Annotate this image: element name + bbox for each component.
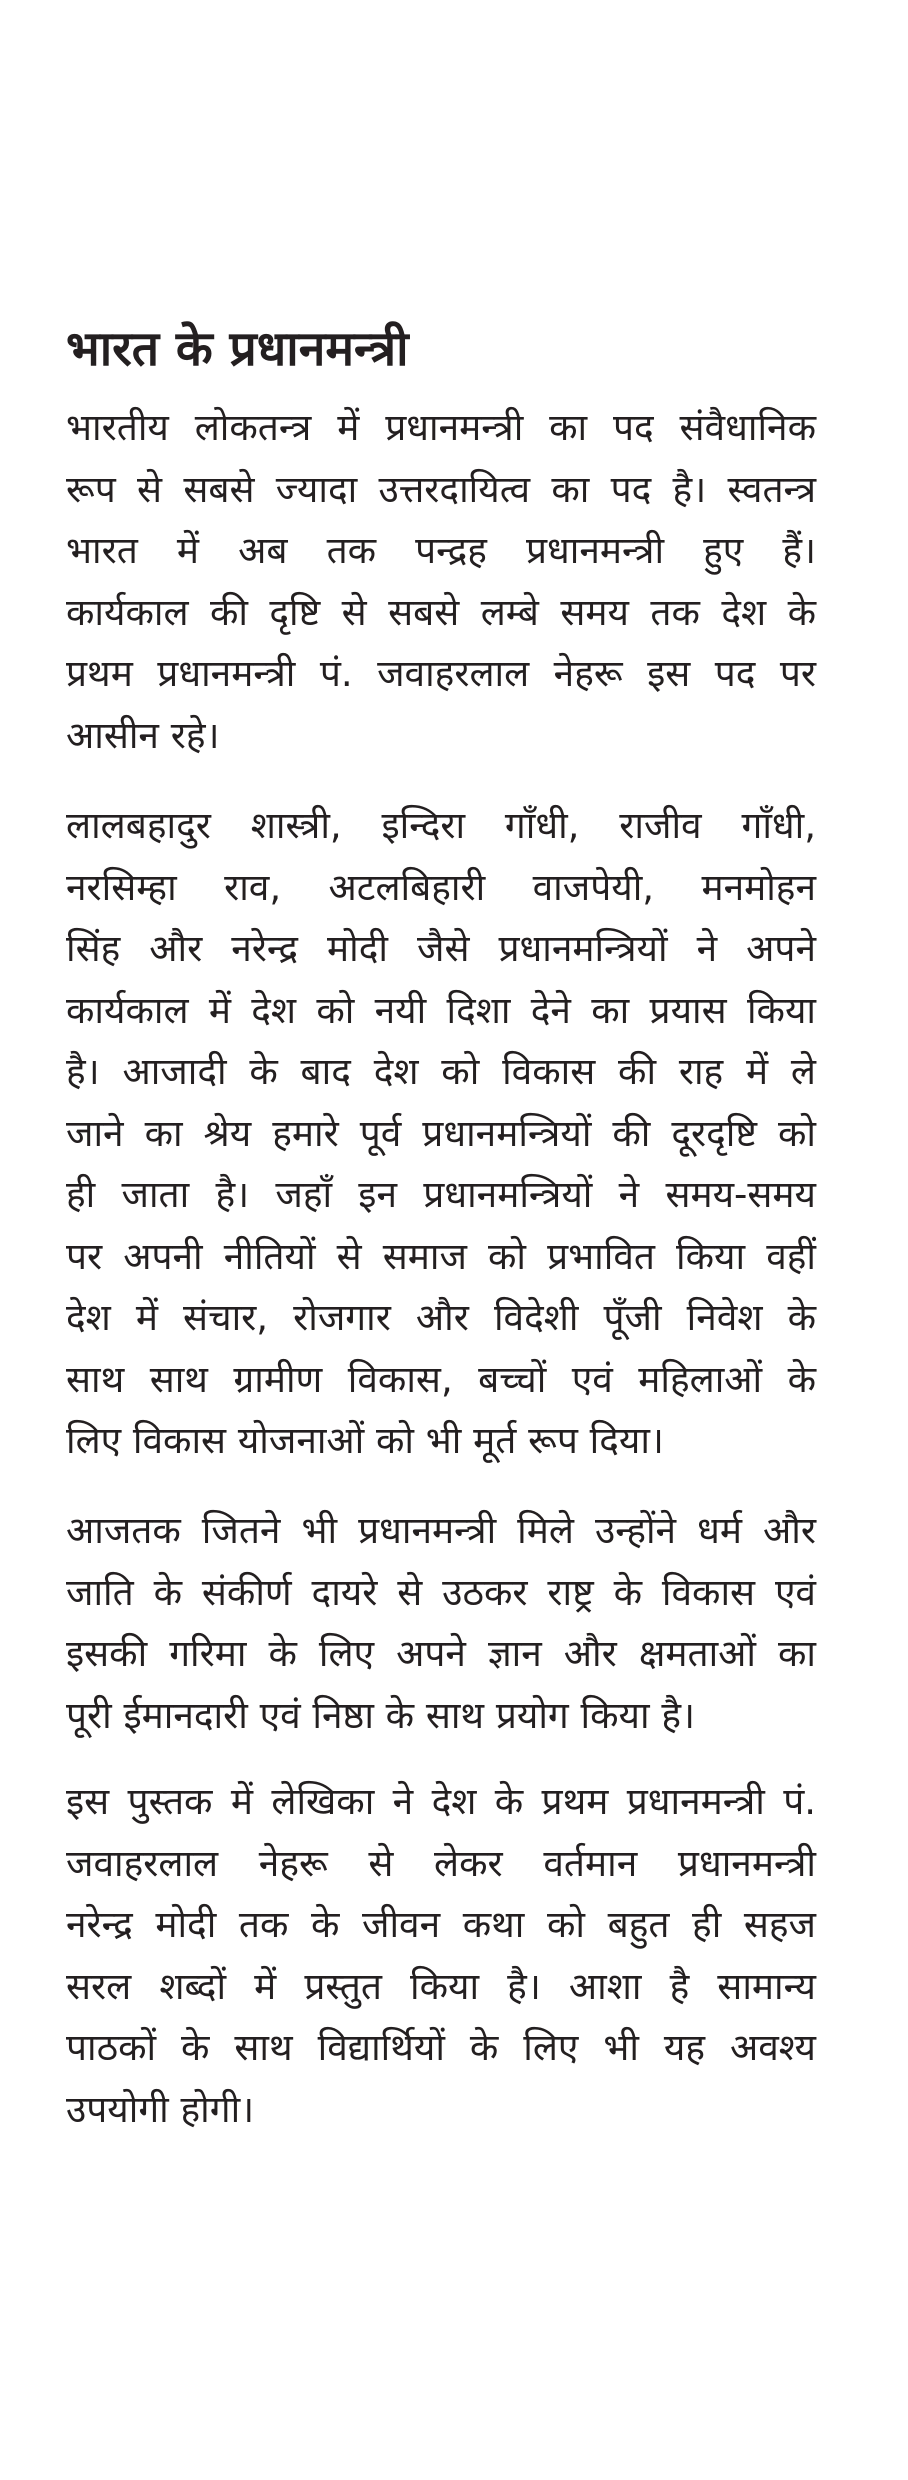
- text-line: उपयोगी होगी।: [66, 2087, 255, 2131]
- text-line: इसकी गरिमा के लिए अपने ज्ञान और क्षमताओं का: [66, 1632, 816, 1675]
- text-line: जाति के संकीर्ण दायरे से उठकर राष्ट्र के विकास एवं: [66, 1570, 816, 1614]
- text-line: भारत में अब तक पन्द्रह प्रधानमन्त्री हुए हैं।: [66, 529, 816, 572]
- text-line: सिंह और नरेन्द्र मोदी जैसे प्रधानमन्त्रियों ने अपने: [66, 927, 816, 970]
- text-line: पर अपनी नीतियों से समाज को प्रभावित किया वहीं: [66, 1234, 816, 1278]
- text-line: नरसिम्हा राव, अटलबिहारी वाजपेयी, मनमोहन: [66, 865, 816, 909]
- text-line: जाने का श्रेय हमारे पूर्व प्रधानमन्त्रियों की दूरदृष्टि को: [66, 1111, 816, 1155]
- text-line: आसीन रहे।: [66, 713, 220, 757]
- page-title: भारत के प्रधानमन्त्री: [66, 321, 409, 377]
- text-line: लिए विकास योजनाओं को भी मूर्त रूप दिया।: [66, 1419, 664, 1462]
- text-line: आजतक जितने भी प्रधानमन्त्री मिले उन्होंने धर्म और: [66, 1509, 816, 1552]
- paragraph-4: [66, 1771, 816, 2140]
- text-line: है। आजादी के बाद देश को विकास की राह में ले: [66, 1050, 816, 1093]
- text-line: देश में संचार, रोजगार और विदेशी पूँजी निवेश के: [66, 1296, 816, 1339]
- text-line: कार्यकाल की दृष्टि से सबसे लम्बे समय तक देश के: [66, 590, 816, 634]
- paragraph-1: [66, 397, 816, 766]
- text-line: प्रथम प्रधानमन्त्री पं. जवाहरलाल नेहरू इस पद पर: [66, 652, 816, 695]
- text-line: कार्यकाल में देश को नयी दिशा देने का प्रयास किया: [66, 988, 816, 1032]
- text-line: नरेन्द्र मोदी तक के जीवन कथा को बहुत ही सहज: [66, 1903, 816, 1946]
- text-line: लालबहादुर शास्त्री, इन्दिरा गाँधी, राजीव गाँधी,: [66, 804, 816, 847]
- text-line: ही जाता है। जहाँ इन प्रधानमन्त्रियों ने समय-समय: [66, 1173, 816, 1216]
- text-line: रूप से सबसे ज्यादा उत्तरदायित्व का पद है। स्वतन्त्र: [66, 467, 816, 511]
- text-line: पूरी ईमानदारी एवं निष्ठा के साथ प्रयोग किया है।: [66, 1693, 695, 1737]
- text-line: पाठकों के साथ विद्यार्थियों के लिए भी यह अवश्य: [66, 2026, 816, 2069]
- paragraph-3: [66, 1500, 816, 1746]
- text-line: सरल शब्दों में प्रस्तुत किया है। आशा है सामान्य: [66, 1964, 816, 2008]
- text-line: भारतीय लोकतन्त्र में प्रधानमन्त्री का पद संवैधानिक: [66, 406, 816, 449]
- paragraph-2: [66, 795, 816, 1472]
- text-line: साथ साथ ग्रामीण विकास, बच्चों एवं महिलाओं के: [66, 1357, 816, 1401]
- text-line: जवाहरलाल नेहरू से लेकर वर्तमान प्रधानमन्त्री: [66, 1841, 816, 1885]
- text-line: इस पुस्तक में लेखिका ने देश के प्रथम प्रधानमन्त्री पं.: [66, 1780, 816, 1823]
